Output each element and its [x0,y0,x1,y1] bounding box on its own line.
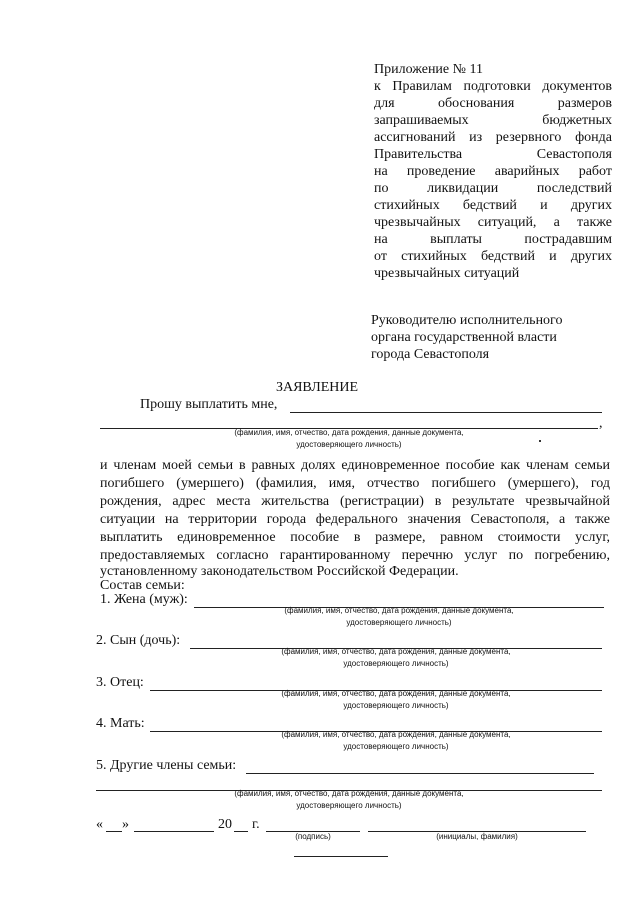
applicant-hint-line1: (фамилия, имя, отчество, дата рождения, данные документа, [234,428,464,437]
body-line: установленному законодательством Российской Федерации. [100,564,459,579]
family-member-label: 2. Сын (дочь): [96,633,181,648]
family-heading: Состав семьи: [100,578,185,593]
month-field[interactable] [134,831,214,832]
appendix-line: от стихийных бедствий и других [374,249,612,264]
field-hint-line2: удостоверяющего личность) [343,701,449,710]
family-member-field[interactable] [246,773,594,774]
year-field[interactable] [234,831,248,832]
field-hint-line2: удостоверяющего личность) [343,659,449,668]
year-suffix: г. [252,817,260,832]
family-member-label: 1. Жена (муж): [100,592,188,607]
appendix-line: чрезвычайных ситуаций [374,266,520,281]
field-hint-line2: удостоверяющего личность) [296,801,402,810]
appendix-line: Правительства Севастополя [374,147,612,162]
appendix-line: на проведение аварийных работ [374,164,612,179]
document-title: ЗАЯВЛЕНИЕ [275,380,359,395]
family-member-label: 5. Другие члены семьи: [96,758,237,773]
field-hint-line1: (фамилия, имя, отчество, дата рождения, данные документа, [281,689,511,698]
family-member-label: 3. Отец: [96,675,144,690]
field-hint-line2: удостоверяющего личность) [343,742,449,751]
date-close-quote: » [122,817,129,832]
stray-dot [539,440,541,442]
recipient-line: Руководителю исполнительного [371,313,563,328]
body-line: погибшего (умершего) (фамилия, имя, отчество погибшего (умершего), год [100,476,610,491]
recipient-line: органа государственной власти [371,330,557,345]
date-open-quote: « [96,817,103,832]
appendix-line: по ликвидации последствий [374,181,612,196]
field-hint-line2: удостоверяющего личность) [346,618,452,627]
appendix-line: на выплаты пострадавшим [374,232,612,247]
applicant-comma: , [599,416,603,431]
appendix-line: для обоснования размеров [374,96,612,111]
appendix-line: чрезвычайных ситуаций, а также [374,215,612,230]
initials-hint: (инициалы, фамилия) [436,832,518,841]
field-hint-line1: (фамилия, имя, отчество, дата рождения, данные документа, [284,606,514,615]
appendix-line: запрашиваемых бюджетных [374,113,612,128]
family-member-label: 4. Мать: [96,716,145,731]
field-hint-line1: (фамилия, имя, отчество, дата рождения, данные документа, [281,647,511,656]
body-line: выплатить единовременное пособие в размере, равном стоимости услуг, [100,530,610,545]
appendix-line: ассигнований из резервного фонда [374,130,612,145]
body-line: предоставляемых согласно гарантированному перечню услуг по погребению, [100,548,610,563]
year-prefix: 20 [218,817,232,832]
appendix-number: Приложение № 11 [374,62,483,77]
day-field[interactable] [106,831,122,832]
applicant-name-field[interactable] [290,412,602,413]
appendix-line: к Правилам подготовки документов [374,79,612,94]
recipient-line: города Севастополя [371,347,490,362]
field-hint-line1: (фамилия, имя, отчество, дата рождения, данные документа, [281,730,511,739]
body-line: рождения, адрес места жительства (регистрации) в результате чрезвычайной [100,494,610,509]
signature-hint: (подпись) [295,832,331,841]
body-line: ситуации на территории города федерального значения Севастополя, а также [100,512,610,527]
request-prefix: Прошу выплатить мне, [140,397,278,412]
extra-line [294,856,388,857]
appendix-line: стихийных бедствий и других [374,198,612,213]
body-line: и членам моей семьи в равных долях единовременное пособие как членам семьи [100,458,610,473]
applicant-hint-line2: удостоверяющего личность) [296,440,402,449]
field-hint-line1: (фамилия, имя, отчество, дата рождения, данные документа, [234,789,464,798]
